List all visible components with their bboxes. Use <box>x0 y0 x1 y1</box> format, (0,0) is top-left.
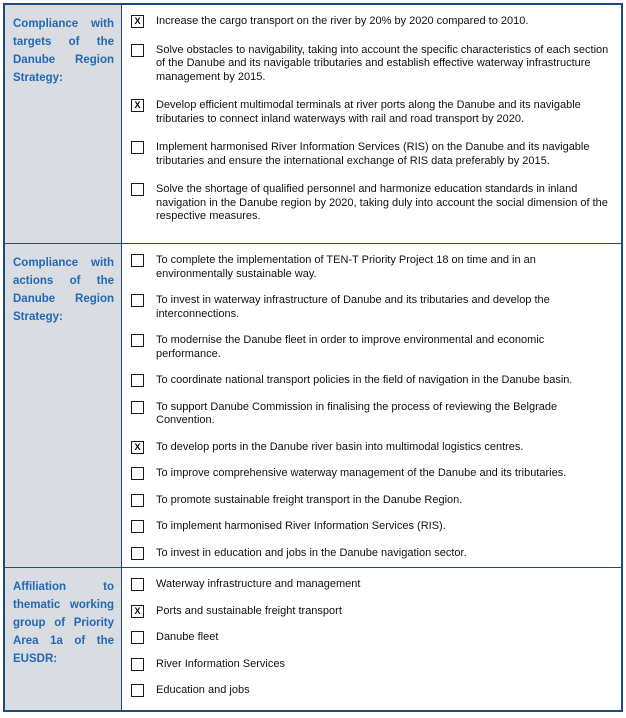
checkbox-item <box>131 658 609 672</box>
checkbox-item-label: Ports and sustainable freight transport <box>156 604 342 617</box>
checkbox-item <box>131 44 609 85</box>
checkbox-item <box>131 183 609 224</box>
row-header-actions <box>5 244 122 567</box>
checkbox-item-label: Solve obstacles to navigability, taking into account the specific characteristics of each section of the Danube and its navigable tributaries and establish effective waterway infrastructure management by 2015. <box>156 43 609 83</box>
checkbox-item-label: Waterway infrastructure and management <box>156 578 361 590</box>
row-header-text: Compliance with actions of the Danube Region Strategy: <box>13 257 114 323</box>
checkbox-item-label: To support Danube Commission in finalising the process of reviewing the Belgrade Convention. <box>156 400 558 426</box>
checkbox-item-label: River Information Services <box>156 657 285 670</box>
checkbox-item <box>131 294 609 321</box>
checkbox-item-label: Implement harmonised River Information Services (RIS) on the Danube and its navigable tributaries and ensure the international exchange of RIS data preferably by 2015. <box>156 141 590 167</box>
compliance-table <box>3 3 623 712</box>
checkbox-item <box>131 441 609 455</box>
checkbox-unchecked[interactable] <box>131 547 144 560</box>
checkbox-unchecked[interactable] <box>131 401 144 414</box>
checkbox-unchecked[interactable] <box>131 141 144 154</box>
checkbox-unchecked[interactable] <box>131 520 144 533</box>
checkbox-item <box>131 578 609 592</box>
checkbox-unchecked[interactable] <box>131 374 144 387</box>
checkbox-unchecked[interactable] <box>131 467 144 480</box>
checkbox-unchecked[interactable] <box>131 684 144 697</box>
checkbox-item <box>131 99 609 126</box>
checkbox-item <box>131 401 609 428</box>
checkbox-unchecked[interactable] <box>131 294 144 307</box>
checkbox-item <box>131 334 609 361</box>
checkbox-item-label: Solve the shortage of qualified personnel and harmonize education standards in inland navigation in the Danube region by 2020, taking duly into account the social dimension of the respective measures. <box>156 183 608 222</box>
checkbox-unchecked[interactable] <box>131 494 144 507</box>
checkbox-item <box>131 467 609 481</box>
checkbox-unchecked[interactable] <box>131 631 144 644</box>
checkbox-item <box>131 374 609 388</box>
checkbox-item <box>131 631 609 645</box>
checkbox-item <box>131 684 609 698</box>
section-targets-compliance <box>5 5 621 243</box>
checkbox-unchecked[interactable] <box>131 334 144 347</box>
checkbox-item-label: To modernise the Danube fleet in order to improve environmental and economic performance. <box>156 334 545 360</box>
checkbox-item-label: Develop efficient multimodal terminals at river ports along the Danube and its navigable tributaries to connect inland waterways with rail and road transport by 2020. <box>156 99 581 125</box>
checkbox-item-label: To invest in education and jobs in the Danube navigation sector. <box>156 546 467 559</box>
row-header-text: Affiliation to thematic working group of Priority Area 1a of the EUSDR: <box>13 581 114 665</box>
checkbox-item-label: Danube fleet <box>156 631 219 643</box>
checkbox-list-targets <box>122 5 621 243</box>
section-actions-compliance <box>5 243 621 567</box>
checkbox-checked[interactable]: X <box>131 441 144 454</box>
checkbox-item <box>131 520 609 534</box>
checkbox-checked[interactable]: X <box>131 99 144 112</box>
checkbox-unchecked[interactable] <box>131 44 144 57</box>
checkbox-item-label: To implement harmonised River Information Services (RIS). <box>156 520 446 532</box>
checkbox-list-affiliation <box>122 568 621 710</box>
checkbox-item-label: To improve comprehensive waterway management of the Danube and its tributaries. <box>156 467 567 479</box>
checkbox-unchecked[interactable] <box>131 658 144 671</box>
checkbox-item <box>131 141 609 168</box>
checkbox-item <box>131 15 609 29</box>
checkbox-list-actions <box>122 244 621 567</box>
checkbox-checked[interactable]: X <box>131 15 144 28</box>
checkbox-item-label: To promote sustainable freight transport in the Danube Region. <box>156 493 463 506</box>
checkbox-item-label: To develop ports in the Danube river basin into multimodal logistics centres. <box>156 440 524 453</box>
checkbox-item <box>131 494 609 508</box>
checkbox-unchecked[interactable] <box>131 183 144 196</box>
checkbox-unchecked[interactable] <box>131 578 144 591</box>
checkbox-item <box>131 605 609 619</box>
checkbox-unchecked[interactable] <box>131 254 144 267</box>
row-header-affiliation <box>5 568 122 710</box>
checkbox-checked[interactable]: X <box>131 605 144 618</box>
checkbox-item-label: To complete the implementation of TEN-T Priority Project 18 on time and in an environmentally sustainable way. <box>156 254 536 280</box>
checkbox-item-label: Increase the cargo transport on the river by 20% by 2020 compared to 2010. <box>156 15 529 27</box>
checkbox-item <box>131 547 609 561</box>
section-thematic-affiliation <box>5 567 621 710</box>
checkbox-item-label: To invest in waterway infrastructure of Danube and its tributaries and develop the interconnections. <box>156 294 550 320</box>
row-header-targets <box>5 5 122 243</box>
checkbox-item-label: To coordinate national transport policies in the field of navigation in the Danube basin. <box>156 374 573 386</box>
checkbox-item <box>131 254 609 281</box>
checkbox-item-label: Education and jobs <box>156 684 250 696</box>
row-header-text: Compliance with targets of the Danube Region Strategy: <box>13 18 114 84</box>
